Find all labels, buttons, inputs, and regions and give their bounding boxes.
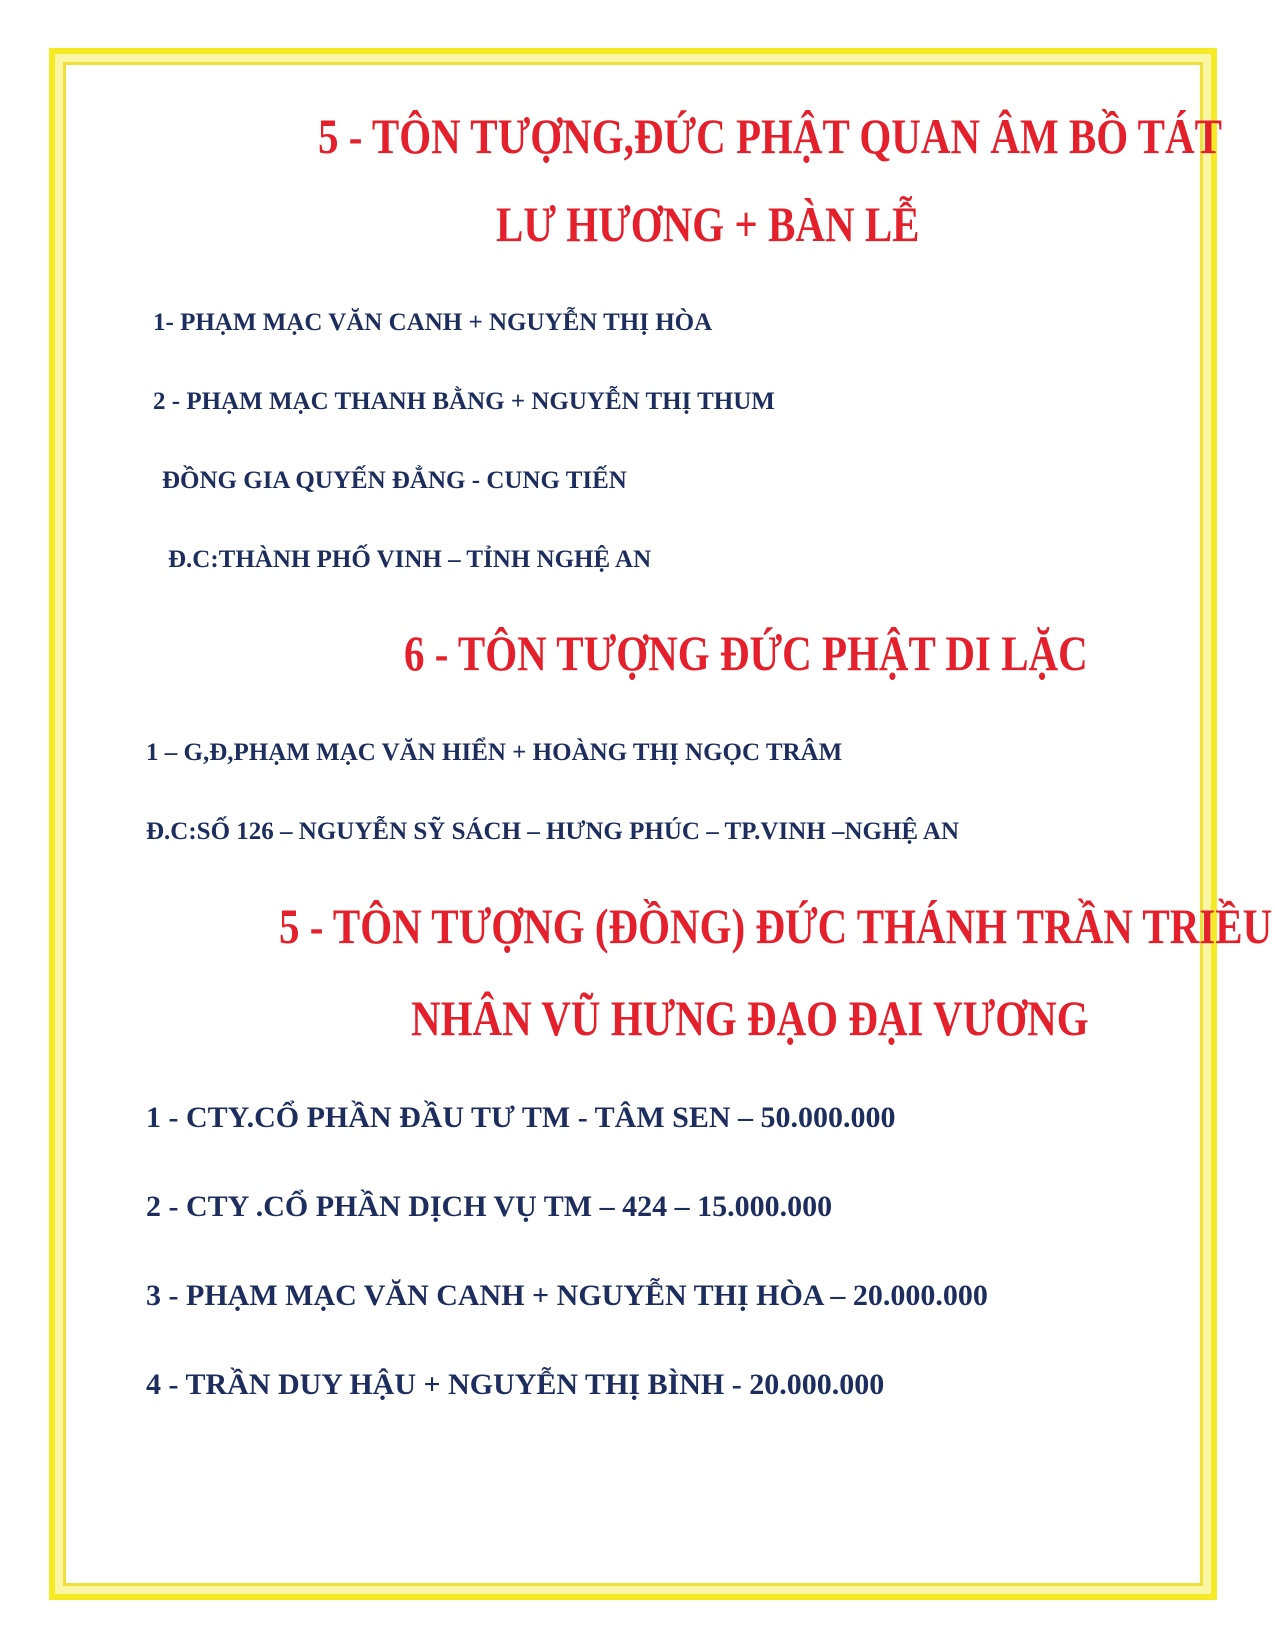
- section3-line-3: 3 - PHẠM MẠC VĂN CANH + NGUYỄN THỊ HÒA – 20.000.000: [146, 1279, 988, 1312]
- section2-line-1: 1 – G,Đ,PHẠM MẠC VĂN HIỂN + HOÀNG THỊ NGỌC TRÂM: [146, 739, 843, 766]
- section1-line-1: 1- PHẠM MẠC VĂN CANH + NGUYỄN THỊ HÒA: [153, 309, 713, 336]
- section1-line-3: ĐỒNG GIA QUYẾN ĐẲNG - CUNG TIẾN: [162, 467, 627, 494]
- section1-line-2: 2 - PHẠM MẠC THANH BẰNG + NGUYỄN THỊ THUM: [153, 388, 775, 415]
- section1-line-4: Đ.C:THÀNH PHỐ VINH – TỈNH NGHỆ AN: [168, 546, 652, 573]
- section2-title: 6 - TÔN TƯỢNG ĐỨC PHẬT DI LẶC: [404, 625, 1088, 681]
- section1-title-line2: LƯ HƯƠNG + BÀN LỄ: [496, 196, 920, 252]
- section3-title-line2: NHÂN VŨ HƯNG ĐẠO ĐẠI VƯƠNG: [411, 990, 1089, 1046]
- section1-title-line1: 5 - TÔN TƯỢNG,ĐỨC PHẬT QUAN ÂM BỒ TÁT: [318, 108, 1222, 164]
- section3-title-line1: 5 - TÔN TƯỢNG (ĐỒNG) ĐỨC THÁNH TRẦN TRIỀU: [279, 898, 1273, 954]
- section3-line-1: 1 - CTY.CỔ PHẦN ĐẦU TƯ TM - TÂM SEN – 50.000.000: [146, 1101, 896, 1134]
- section2-line-2: Đ.C:SỐ 126 – NGUYỄN SỸ SÁCH – HƯNG PHÚC – TP.VINH –NGHỆ AN: [146, 818, 960, 845]
- section3-line-2: 2 - CTY .CỔ PHẦN DỊCH VỤ TM – 424 – 15.000.000: [146, 1190, 833, 1223]
- section3-line-4: 4 - TRẦN DUY HẬU + NGUYỄN THỊ BÌNH - 20.000.000: [146, 1368, 885, 1401]
